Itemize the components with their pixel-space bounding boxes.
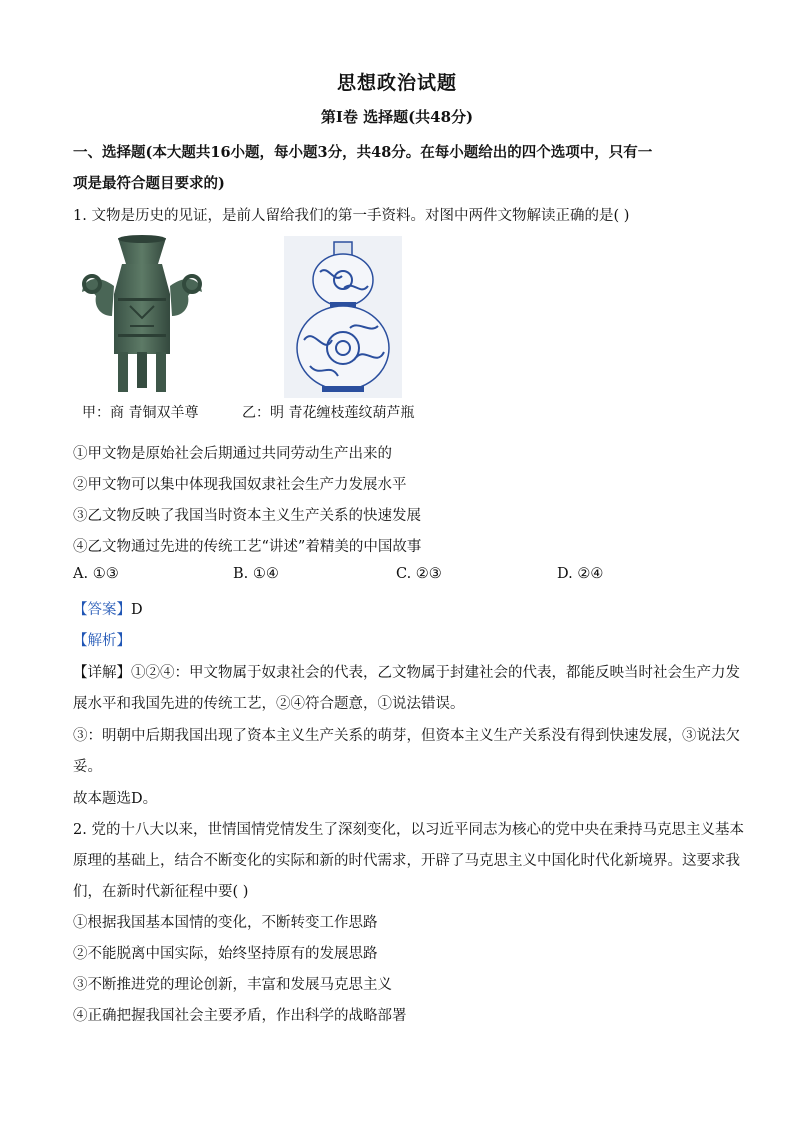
detail-tag: 【详解】 xyxy=(73,665,131,681)
q1-statement-2: ②甲文物可以集中体现我国奴隶社会生产力发展水平 xyxy=(73,477,407,493)
detail-text-1: ①②④：甲文物属于奴隶社会的代表，乙文物属于封建社会的代表，都能反映当时社会生产力发 xyxy=(131,665,740,681)
analysis-tag: 【解析】 xyxy=(73,633,131,649)
page-title: 思想政治试题 xyxy=(336,72,457,94)
question-2-stem-line1: 2. 党的十八大以来，世情国情党情发生了深刻变化，以习近平同志为核心的党中央在秉持马克思主义基本 xyxy=(73,822,744,838)
q1-detail-line2: 展水平和我国先进的传统工艺，②④符合题意，①说法错误。 xyxy=(73,696,465,712)
q1-detail-line4: 妥。 xyxy=(73,759,102,775)
q2-statement-3: ③不断推进党的理论创新，丰富和发展马克思主义 xyxy=(73,977,392,993)
bronze-zun-image xyxy=(78,234,206,396)
q1-statement-1: ①甲文物是原始社会后期通过共同劳动生产出来的 xyxy=(73,446,392,462)
q1-conclusion: 故本题选D。 xyxy=(73,791,158,807)
question-2-stem-line2: 原理的基础上，结合不断变化的实际和新的时代需求，开辟了马克思主义中国化时代化新境界。这要求我 xyxy=(73,853,740,869)
q1-option-c: C. ②③ xyxy=(396,566,442,582)
q1-option-b: B. ①④ xyxy=(233,566,279,582)
q1-statement-4: ④乙文物通过先进的传统工艺“讲述”着精美的中国故事 xyxy=(73,539,422,555)
section-instructions-line1: 一、选择题(本大题共16小题，每小题3分，共48分。在每小题给出的四个选项中，只有一 xyxy=(73,144,653,161)
q1-detail-line1 xyxy=(73,661,740,682)
answer-tag: 【答案】 xyxy=(73,602,131,618)
q1-option-d: D. ②④ xyxy=(557,566,604,582)
question-2-stem-line3: 们，在新时代新征程中要( ) xyxy=(73,884,249,900)
answer-value: D xyxy=(131,602,143,618)
porcelain-gourd-vase-image xyxy=(284,236,402,398)
q2-statement-4: ④正确把握我国社会主要矛盾，作出科学的战略部署 xyxy=(73,1008,407,1024)
q1-detail-line3: ③：明朝中后期我国出现了资本主义生产关系的萌芽，但资本主义生产关系没有得到快速发展，③说法欠 xyxy=(73,728,740,744)
q2-statement-1: ①根据我国基本国情的变化，不断转变工作思路 xyxy=(73,915,378,931)
question-1-stem: 1. 文物是历史的见证，是前人留给我们的第一手资料。对图中两件文物解读正确的是( ) xyxy=(73,208,630,224)
q1-option-a: A. ①③ xyxy=(73,566,119,582)
q2-statement-2: ②不能脱离中国实际，始终坚持原有的发展思路 xyxy=(73,946,378,962)
q1-answer-line xyxy=(73,598,143,619)
section-instructions-line2: 项是最符合题目要求的) xyxy=(73,175,225,192)
caption-gourd-vase: 乙：明 青花缠枝莲纹葫芦瓶 xyxy=(242,405,415,421)
caption-bronze-zun: 甲：商 青铜双羊尊 xyxy=(82,405,199,421)
q1-statement-3: ③乙文物反映了我国当时资本主义生产关系的快速发展 xyxy=(73,508,421,524)
section-subtitle: 第Ⅰ卷 选择题(共48分) xyxy=(320,108,474,126)
